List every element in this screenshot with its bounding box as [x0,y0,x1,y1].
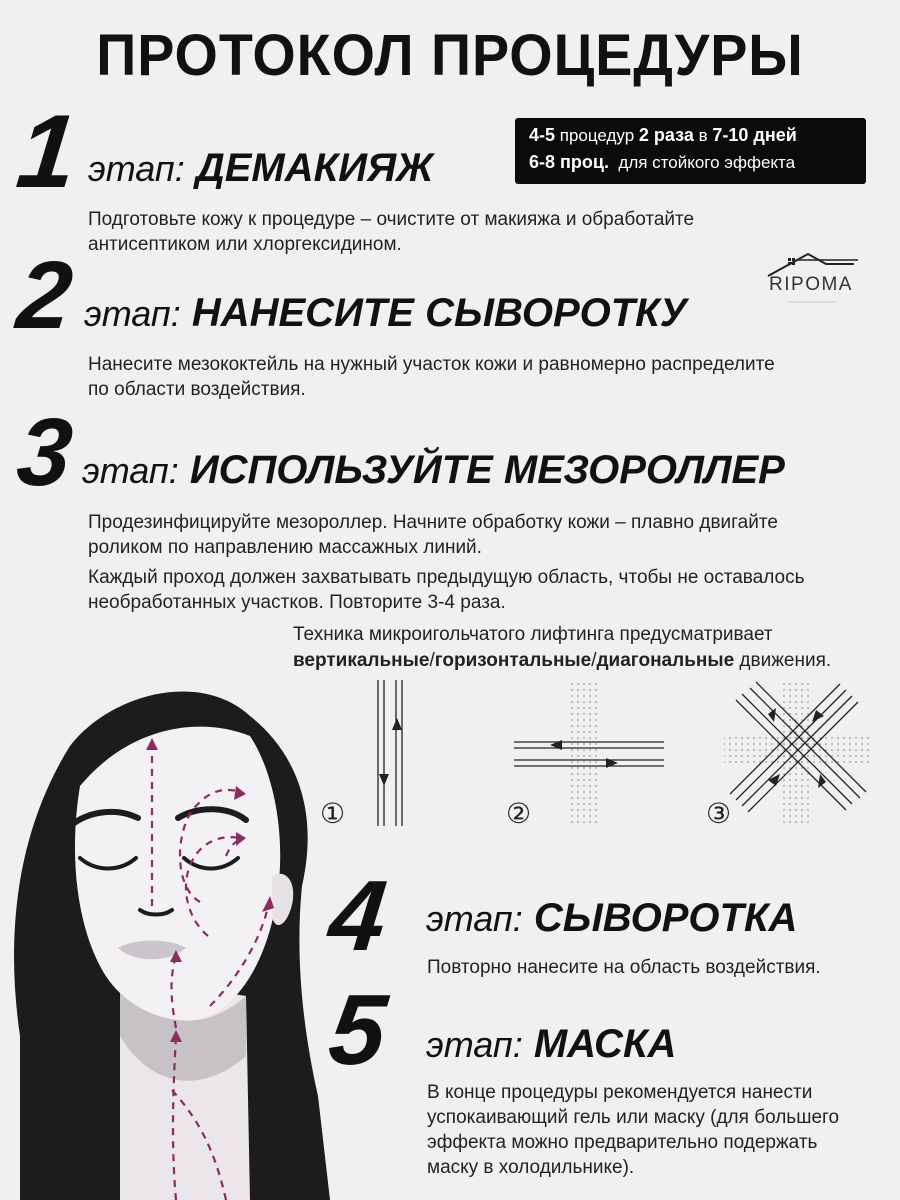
stage-3-number: 3 [12,399,78,506]
technique-line-2 [293,648,831,674]
stage-1-text-line: антисептиком или хлоргексидином. [88,234,402,255]
badge-times: 2 раза [638,125,694,145]
technique-line-1: Техника микроигольчатого лифтинга предусматривает [293,624,773,645]
technique-sep: / [429,650,435,671]
diagram-2-label: ② [506,798,532,829]
stage-prefix: этап: [84,293,181,334]
stage-5-text-line: В конце процедуры рекомендуется нанести [427,1082,813,1103]
ripoma-logo [758,246,864,320]
stage-2-number: 2 [12,242,78,349]
stage-2-description [88,352,775,402]
stage-prefix: этап: [426,898,523,939]
stage-1-number: 1 [11,94,82,210]
stage-4-name: СЫВОРОТКА [533,896,798,940]
stage-5-text-line: маску в холодильнике). [427,1157,635,1178]
technique-vertical: вертикальные [293,650,430,671]
badge-effect: для стойкого эффекта [618,153,796,172]
horizontal-movement-diagram [510,676,670,830]
stage-3-name: ИСПОЛЬЗУЙТЕ МЕЗОРОЛЛЕР [189,448,785,492]
stage-prefix: этап: [82,450,179,491]
stage-3-description [88,510,778,560]
stage-3-heading [82,450,785,490]
technique-tail: движения. [734,650,832,671]
vertical-movement-diagram [360,676,420,830]
stage-4-description [427,955,821,980]
stage-5-text-line: успокаивающий гель или маску (для большего [427,1107,840,1128]
technique-diagonal: диагональные [596,650,735,671]
badge-line-1 [529,122,866,149]
stage-2-text-line: Нанесите мезококтейль на нужный участок кожи и равномерно распределите [88,354,775,375]
stage-2-heading [84,293,687,333]
stage-3-description-2 [88,565,805,615]
badge-procedures: процедур [559,126,635,145]
diagonal-movement-diagram [716,676,876,830]
stage-prefix: этап: [426,1024,523,1065]
page-title: ПРОТОКОЛ ПРОЦЕДУРЫ [96,23,804,88]
stage-3-text-line: Каждый проход должен захватывать предыдущую область, чтобы не оставалось [88,567,805,588]
stage-1-description [88,207,694,257]
stage-4-heading [426,898,797,938]
technique-sep: / [591,650,597,671]
badge-line-2 [529,149,866,176]
badge-days: 7-10 дней [712,125,797,145]
stage-5-text-line: эффекта можно предварительно подержать [427,1132,818,1153]
stage-4-number: 4 [324,860,392,972]
face-illustration [0,676,330,1200]
badge-in: в [698,126,708,145]
stage-2-name: НАНЕСИТЕ СЫВОРОТКУ [191,291,687,335]
badge-count: 4-5 [529,125,556,145]
stage-5-description [427,1080,839,1180]
stage-4-text-line: Повторно нанесите на область воздействия. [427,957,821,978]
stage-5-number: 5 [324,974,392,1086]
diagram-3-label: ③ [706,798,732,829]
technique-description [293,622,831,674]
stage-3-text-line: необработанных участков. Повторите 3-4 раза. [88,592,506,613]
diagram-1-label: ① [320,798,346,829]
stage-5-heading [426,1024,676,1064]
stage-1-name: ДЕМАКИЯЖ [195,146,434,190]
technique-horizontal: горизонтальные [434,650,592,671]
stage-3-text-line: роликом по направлению массажных линий. [88,537,482,558]
logo-text: RIPOMA [769,274,853,295]
stage-2-text-line: по области воздействия. [88,379,306,400]
badge-proc: 6-8 проц. [529,152,609,172]
stage-3-text-line: Продезинфицируйте мезороллер. Начните обработку кожи – плавно двигайте [88,512,778,533]
house-roof-icon [758,246,864,320]
stage-5-name: МАСКА [533,1022,677,1066]
stage-1-heading [88,148,433,188]
stage-1-text-line: Подготовьте кожу к процедуре – очистите от макияжа и обработайте [88,209,695,230]
frequency-badge [515,118,866,184]
stage-prefix: этап: [88,148,185,189]
